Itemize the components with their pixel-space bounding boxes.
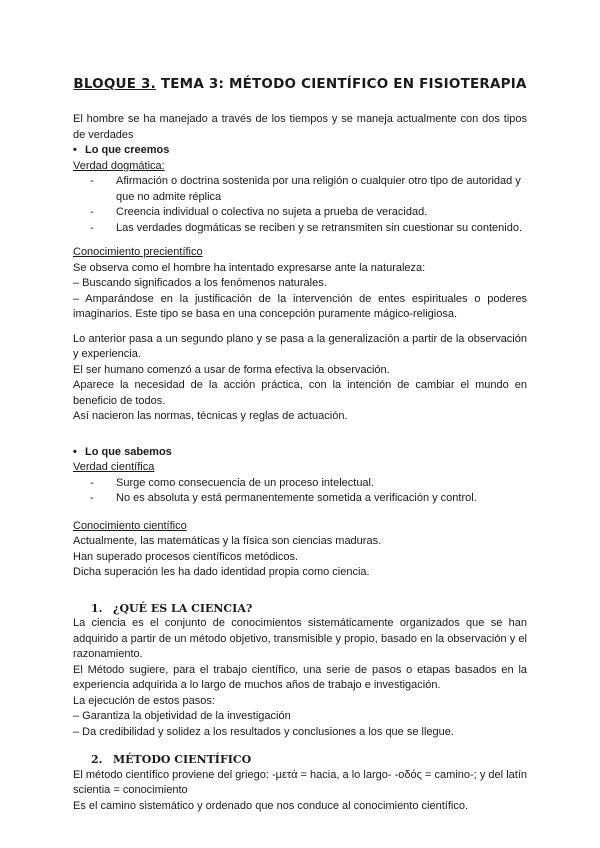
heading-lo-que-sabemos-text: Lo que sabemos (85, 445, 172, 458)
document-title (0, 76, 600, 92)
precientifico-line: – Amparándose en la justificación de la intervención de entes espirituales o poderes imaginarios. Este tipo se basa en una concepción puramente mágico-religiosa. (73, 292, 527, 320)
dash-marker: - (90, 175, 94, 187)
heading-lo-que-creemos-text: Lo que creemos (85, 144, 170, 156)
section-number: 1. (91, 601, 103, 615)
heading-lo-que-creemos (73, 143, 527, 159)
section-heading-metodo-cientifico (73, 752, 527, 768)
bullet-icon: • (73, 445, 77, 458)
section1-line: El Método sugiere, para el trabajo científico, una serie de pasos o etapas basados en la experiencia adquirida a lo largo de muchos años de trabajo e investigación. (73, 663, 527, 691)
paragraph-line: Así nacieron las normas, técnicas y reglas de actuación. (73, 410, 348, 422)
section1-line: La ejecución de estos pasos: (73, 694, 215, 707)
section2-line: El método científico proviene del griego: -μετά = hacia, a lo largo- -οδός = camino-; y del latín scientia = conocimiento (73, 768, 527, 796)
section1-line: – Garantiza la objetividad de la investigación (73, 710, 291, 722)
subheading-verdad-dogmatica: Verdad dogmática: (73, 159, 165, 172)
section2-line: Es el camino sistemático y ordenado que nos conduce al conocimiento científico. (73, 799, 468, 812)
dash-marker: - (90, 206, 94, 218)
document-body (73, 112, 527, 814)
dash-marker: - (90, 492, 94, 504)
paragraph-line: El ser humano comenzó a usar de forma efectiva la observación. (73, 363, 390, 376)
dash-marker: - (90, 476, 94, 489)
cientifico-line: Dicha superación les ha dado identidad propia como ciencia. (73, 566, 370, 578)
bullet-icon: • (73, 144, 77, 156)
heading-lo-que-sabemos (73, 445, 527, 461)
cientifica-list (73, 476, 527, 507)
title-bloque: BLOQUE 3. (73, 76, 156, 92)
section-number: 2. (91, 753, 103, 766)
paragraph-line: Aparece la necesidad de la acción práctica, con la intención de cambiar el mundo en beneficio de todos. (73, 379, 527, 407)
list-item: - No es absoluta y está permanentemente sometida a verificación y control. (90, 491, 527, 507)
section-heading-text: MÉTODO CIENTÍFICO (113, 753, 252, 766)
list-item: - Creencia individual o colectiva no sujeta a prueba de veracidad. (90, 205, 527, 221)
list-item: - Las verdades dogmáticas se reciben y se retransmiten sin cuestionar su contenido. (90, 221, 527, 237)
section-heading-text: ¿QUÉ ES LA CIENCIA? (113, 601, 253, 615)
section1-line: La ciencia es el conjunto de conocimientos sistemáticamente organizados que se han adquirido a partir de un método objetivo, transmisible y propio, basado en la observación y el razonamiento. (73, 617, 527, 660)
list-item: - Afirmación o doctrina sostenida por una religión o cualquier otro tipo de autoridad y que no admite réplica (90, 175, 521, 203)
subheading-conocimiento-cientifico: Conocimiento científico (73, 519, 187, 532)
subheading-verdad-cientifica: Verdad científica (73, 461, 155, 473)
precientifico-line: Se observa como el hombre ha intentado expresarse ante la naturaleza: (73, 261, 426, 274)
intro-paragraph: El hombre se ha manejado a través de los tiempos y se maneja actualmente con dos tipos de verdades (73, 113, 527, 141)
cientifico-line: Actualmente, las matemáticas y la física son ciencias maduras. (73, 535, 382, 547)
dogmatica-list (73, 174, 527, 236)
section-heading-que-es-la-ciencia (73, 601, 527, 617)
paragraph-line: Lo anterior pasa a un segundo plano y se pasa a la generalización a partir de la observación y experiencia. (73, 332, 527, 360)
section1-line: – Da credibilidad y solidez a los resultados y conclusiones a los que se llegue. (73, 725, 454, 738)
dash-marker: - (90, 221, 94, 234)
list-item: - Surge como consecuencia de un proceso intelectual. (90, 476, 527, 492)
precientifico-line: – Buscando significados a los fenómenos naturales. (73, 277, 327, 289)
title-tema: TEMA 3: MÉTODO CIENTÍFICO EN FISIOTERAPIA (155, 76, 527, 92)
cientifico-line: Han superado procesos científicos metódicos. (73, 550, 299, 563)
subheading-conocimiento-precientifico: Conocimiento precientífico (73, 246, 203, 258)
